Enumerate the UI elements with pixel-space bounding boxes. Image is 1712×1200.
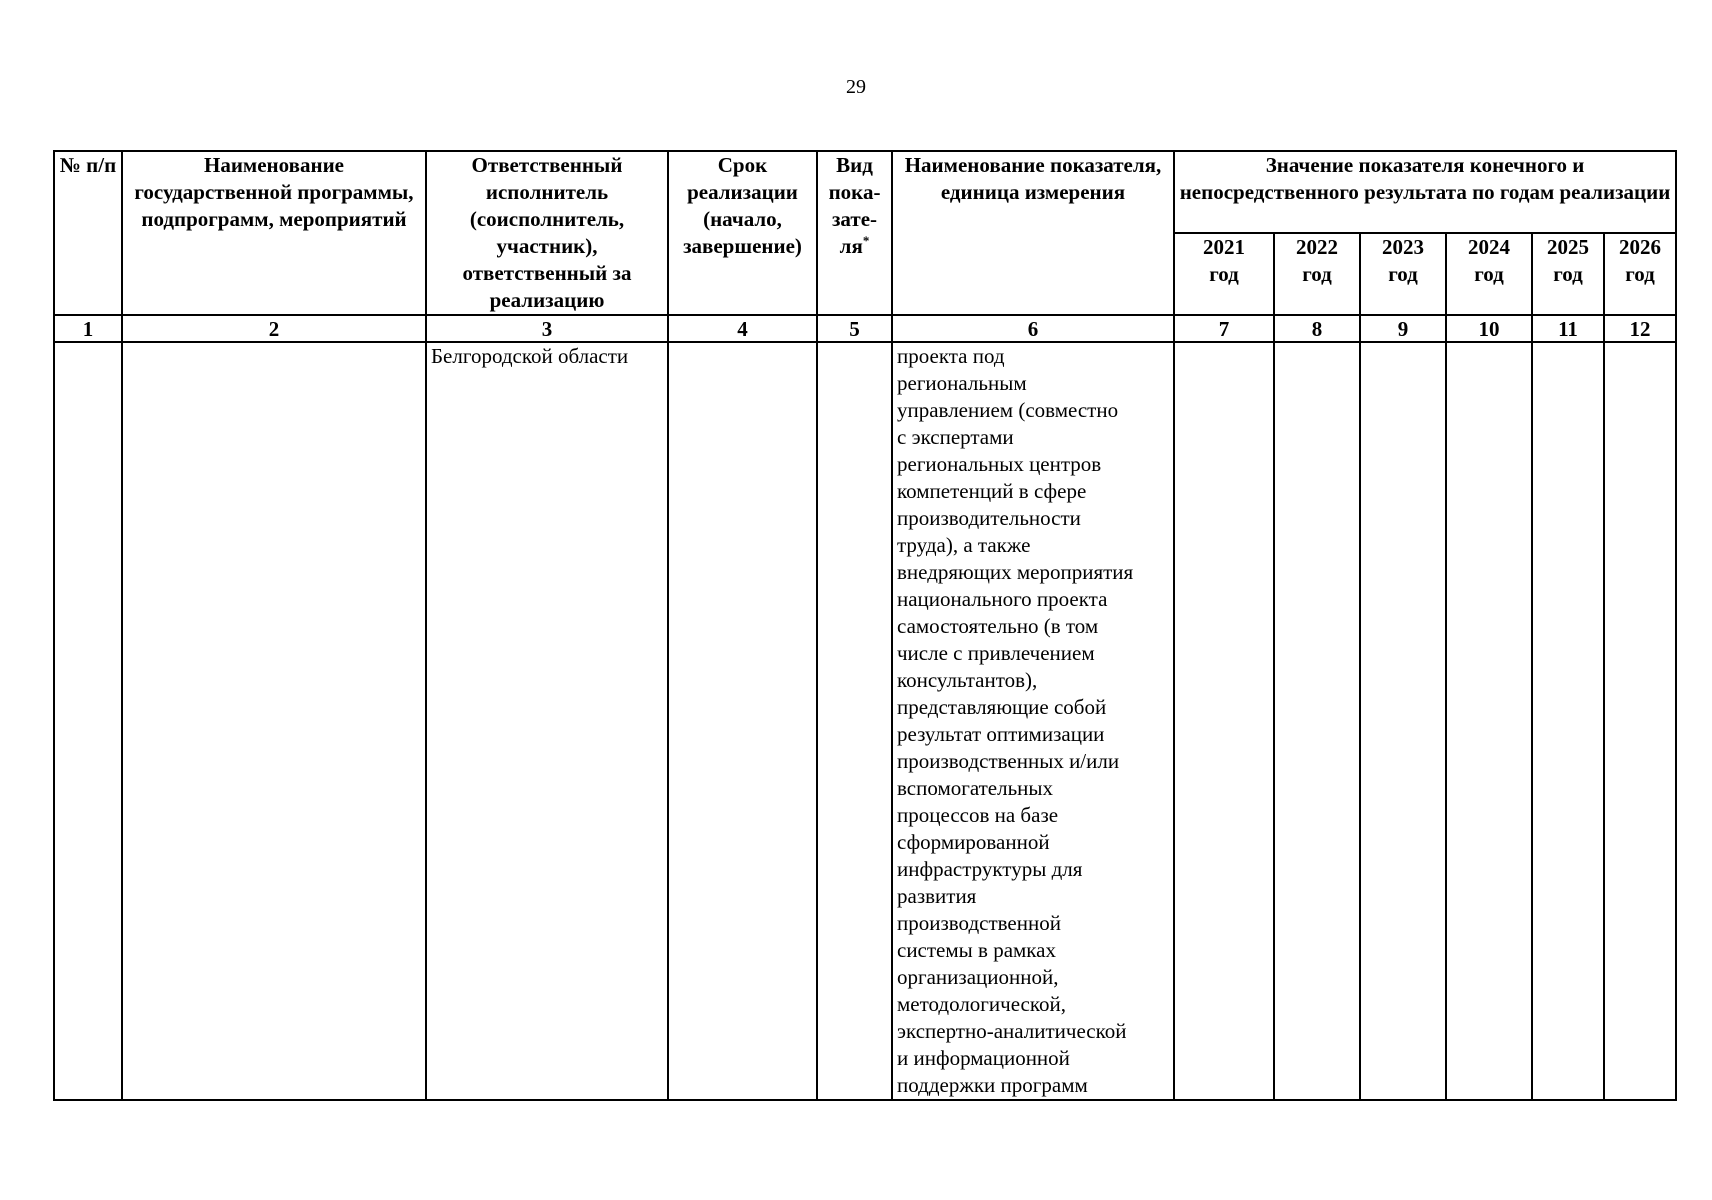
column-number: 6 [892, 315, 1174, 342]
year-label: 2022 [1296, 235, 1338, 259]
indicator-line: представляющие собой [897, 695, 1107, 719]
indicator-line: компетенций в сфере [897, 479, 1087, 503]
indicator-line: и информационной [897, 1046, 1070, 1070]
indicator-line: проекта под [897, 344, 1005, 368]
table-row [54, 342, 1676, 1100]
indicator-line: внедряющих мероприятия [897, 560, 1134, 584]
header-year-2026 [1604, 233, 1676, 315]
cell-value-2022 [1274, 342, 1360, 1100]
indicator-line: результат оптимизации [897, 722, 1105, 746]
column-numbers-row [54, 315, 1676, 342]
indicator-line: национального проекта [897, 587, 1108, 611]
year-unit: год [1625, 262, 1655, 286]
header-year-2021 [1174, 233, 1274, 315]
column-number: 4 [668, 315, 817, 342]
cell-indicator-name [892, 342, 1174, 1100]
column-number: 5 [817, 315, 892, 342]
column-number: 8 [1274, 315, 1360, 342]
indicator-line: производительности [897, 506, 1081, 530]
header-executor: Ответственный исполнитель (соисполнитель, участник), ответственный за реализацию [426, 151, 668, 315]
header-indicator-type-text: Вид пока-зате-ля [828, 153, 881, 258]
indicator-line: организационной, [897, 965, 1059, 989]
indicators-table [53, 150, 1677, 1101]
indicator-line: региональных центров [897, 452, 1102, 476]
indicator-line: экспертно-аналитической [897, 1019, 1127, 1043]
indicator-line: системы в рамках [897, 938, 1057, 962]
year-unit: год [1388, 262, 1418, 286]
cell-value-2025 [1532, 342, 1604, 1100]
column-number: 10 [1446, 315, 1532, 342]
column-number: 11 [1532, 315, 1604, 342]
column-number: 3 [426, 315, 668, 342]
indicator-line: поддержки программ [897, 1073, 1088, 1097]
indicator-line: методологической, [897, 992, 1066, 1016]
indicator-line: инфраструктуры для [897, 857, 1083, 881]
year-unit: год [1474, 262, 1504, 286]
indicator-line: вспомогательных [897, 776, 1054, 800]
header-year-2024 [1446, 233, 1532, 315]
year-unit: год [1209, 262, 1239, 286]
column-number: 9 [1360, 315, 1446, 342]
cell-executor: Белгородской области [426, 342, 668, 1100]
cell-value-2021 [1174, 342, 1274, 1100]
header-values-group: Значение показателя конечного и непосредственного результата по годам реализации [1174, 151, 1676, 233]
header-year-2022 [1274, 233, 1360, 315]
indicator-line: сформированной [897, 830, 1050, 854]
header-year-2023 [1360, 233, 1446, 315]
indicator-line: региональным [897, 371, 1027, 395]
cell-period [668, 342, 817, 1100]
year-unit: год [1553, 262, 1583, 286]
year-unit: год [1302, 262, 1332, 286]
indicator-line: производственных и/или [897, 749, 1120, 773]
header-year-2025 [1532, 233, 1604, 315]
year-label: 2021 [1203, 235, 1245, 259]
year-label: 2024 [1468, 235, 1510, 259]
cell-program-name [122, 342, 426, 1100]
indicator-line: управлением (совместно [897, 398, 1119, 422]
indicator-line: развития [897, 884, 977, 908]
column-number: 1 [54, 315, 122, 342]
header-number: № п/п [54, 151, 122, 315]
cell-indicator-type [817, 342, 892, 1100]
indicator-line: числе с привлечением [897, 641, 1095, 665]
indicator-line: консультантов), [897, 668, 1038, 692]
indicator-line: производственной [897, 911, 1061, 935]
year-label: 2023 [1382, 235, 1424, 259]
indicator-line: с экспертами [897, 425, 1014, 449]
cell-value-2024 [1446, 342, 1532, 1100]
year-label: 2025 [1547, 235, 1589, 259]
footnote-mark: * [862, 233, 870, 248]
cell-value-2026 [1604, 342, 1676, 1100]
indicator-line: процессов на базе [897, 803, 1059, 827]
header-row [54, 151, 1676, 233]
cell-number [54, 342, 122, 1100]
column-number: 2 [122, 315, 426, 342]
column-number: 12 [1604, 315, 1676, 342]
indicator-line: самостоятельно (в том [897, 614, 1099, 638]
page-number: 29 [846, 76, 866, 98]
indicator-line: труда), а также [897, 533, 1031, 557]
header-period: Срок реализации (начало, завершение) [668, 151, 817, 315]
column-number: 7 [1174, 315, 1274, 342]
cell-value-2023 [1360, 342, 1446, 1100]
header-indicator-type [817, 151, 892, 315]
year-label: 2026 [1619, 235, 1662, 259]
header-program-name: Наименование государственной программы, подпрограмм, мероприятий [122, 151, 426, 315]
header-indicator-name: Наименование показателя, единица измерения [892, 151, 1174, 315]
